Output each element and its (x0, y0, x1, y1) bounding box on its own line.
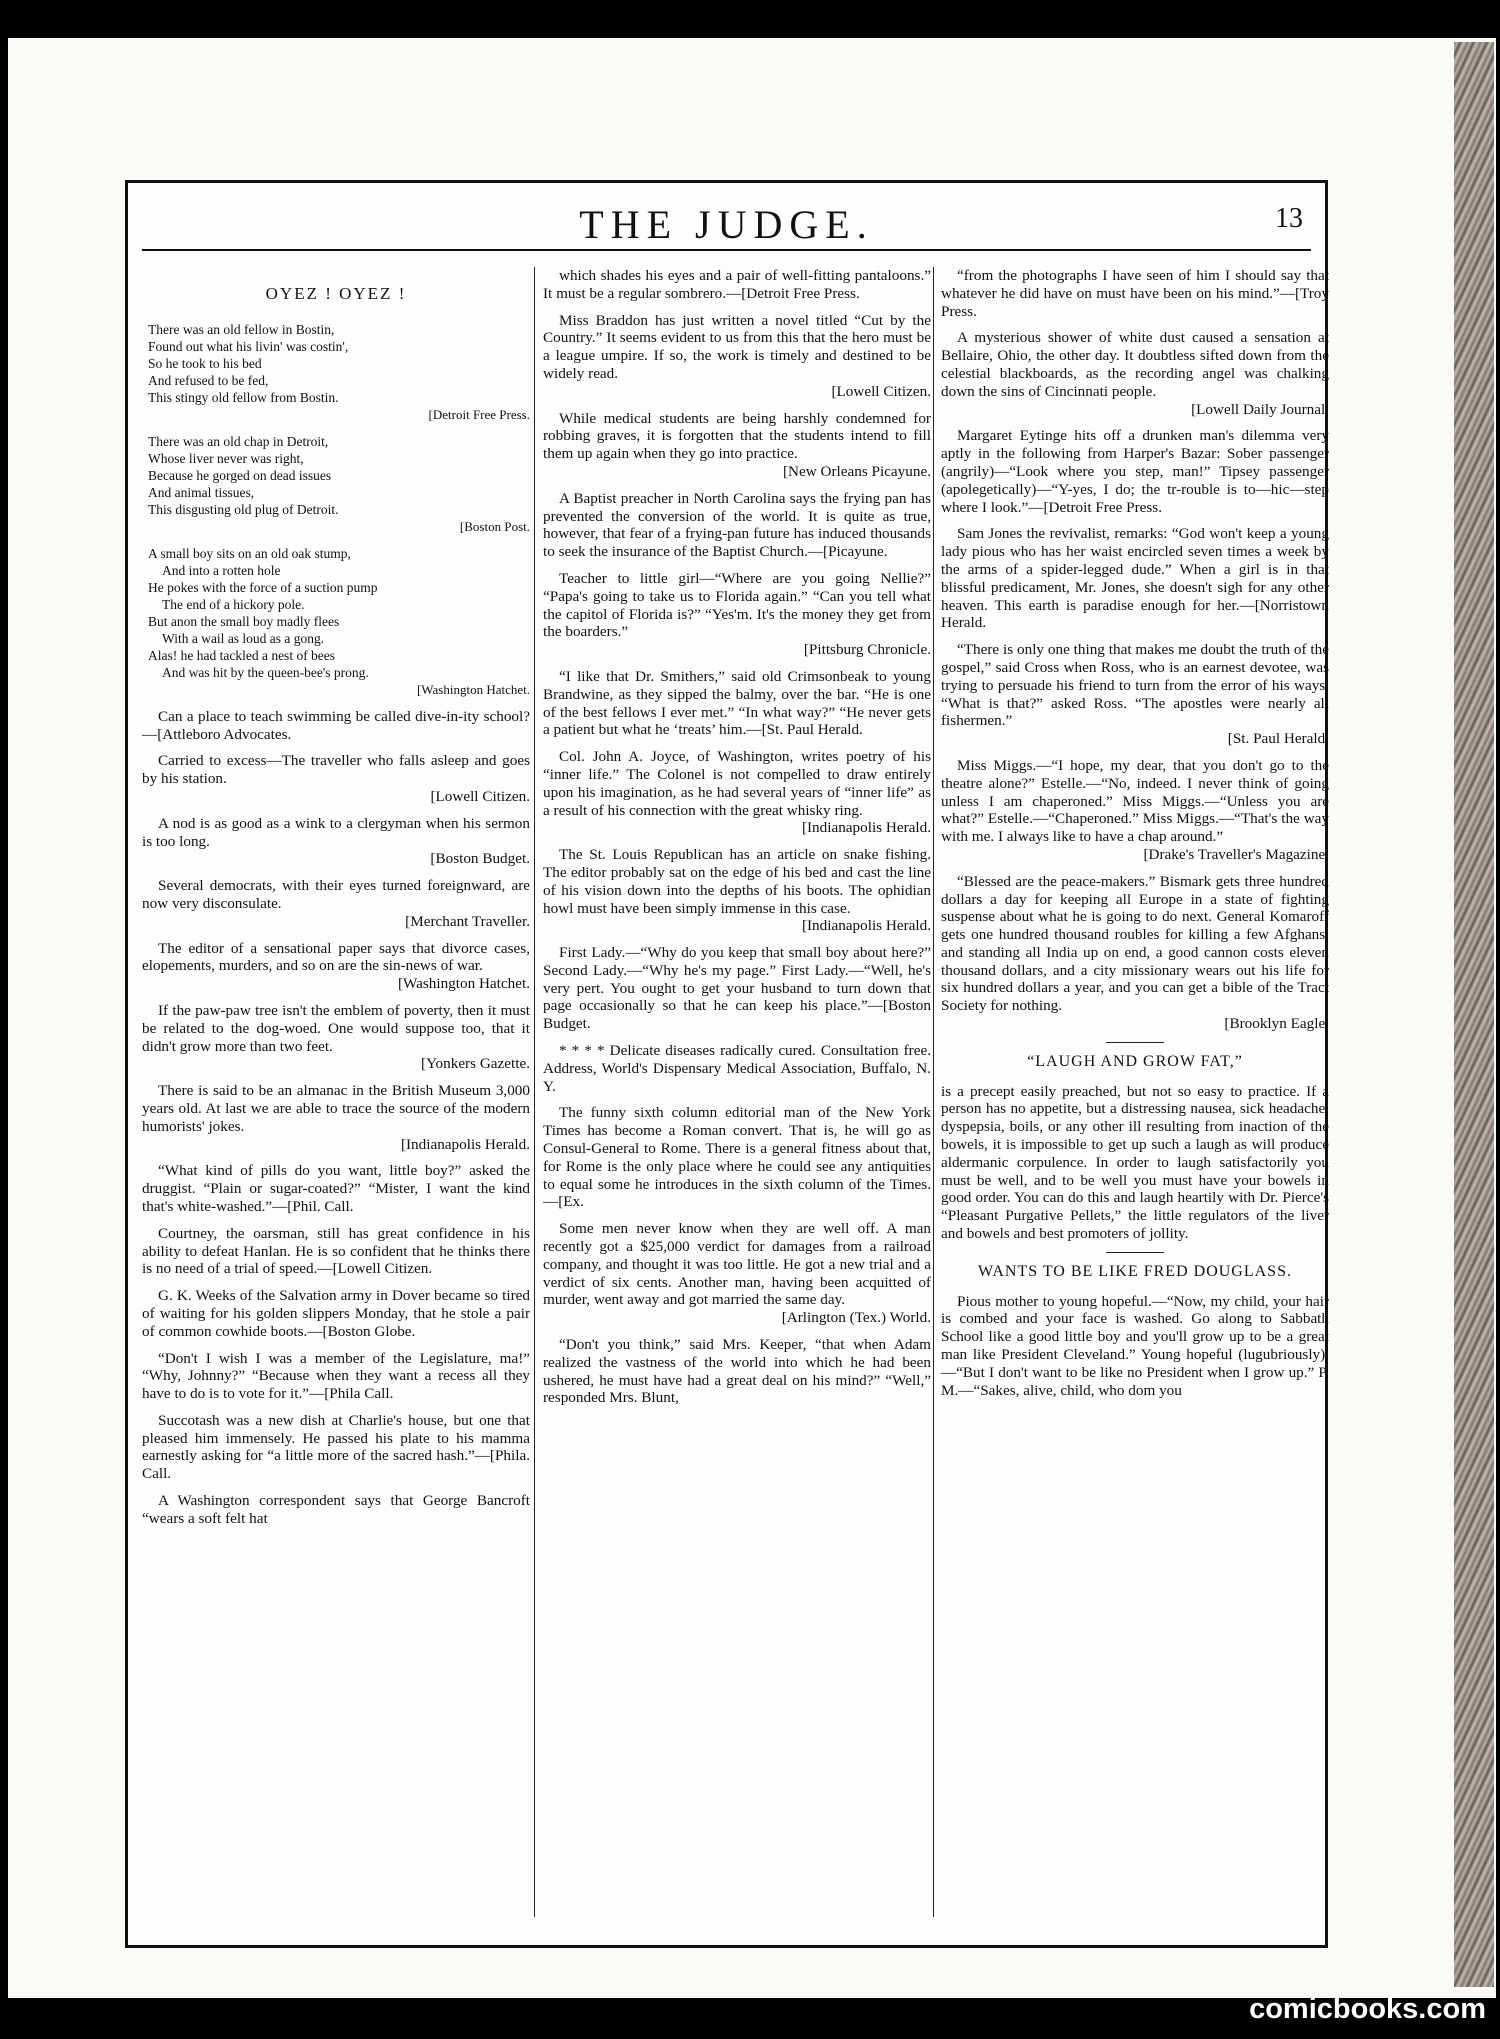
divider (1106, 1042, 1164, 1043)
source-credit: [Indianapolis Herald. (400, 1135, 530, 1153)
poem (148, 433, 530, 535)
article-text: * * * * Delicate diseases radically cured. Consultation free. Address, World's Dispensary Medical Association, Buffalo, N. Y. (543, 1042, 931, 1095)
item-list (543, 267, 931, 1407)
item-list (142, 708, 530, 1528)
article-text: “What kind of pills do you want, little boy?” asked the druggist. “Plain or sugar-coated?” “Mister, I want the kind that's white-washed.”—[Phil. Call. (142, 1162, 530, 1215)
poem-line: Whose liver never was right, (148, 450, 304, 466)
article-text: Can a place to teach swimming be called dive-in-ity school?—[Attleboro Advocates. (142, 707, 530, 743)
article-text: Courtney, the oarsman, still has great confidence in his ability to defeat Hanlan. He is so confident that he thinks there is no need of a trial of speed.—[Lowell Citizen. (142, 1224, 530, 1278)
source-credit: [Drake's Traveller's Magazine. (1143, 845, 1329, 863)
column-1 (142, 267, 530, 1537)
article (142, 752, 530, 805)
article (142, 1002, 530, 1073)
source-credit: [Yonkers Gazette. (421, 1055, 530, 1073)
poem-line: Found out what his livin' was costin', (148, 338, 349, 354)
column-3 (941, 267, 1329, 1408)
article-text: A nod is as good as a wink to a clergyman when his sermon is too long. (142, 814, 530, 850)
article (543, 748, 931, 837)
poem-line: But anon the small boy madly flees (148, 613, 340, 629)
article (142, 1225, 530, 1278)
poem (148, 545, 530, 698)
page-frame (125, 180, 1328, 1948)
article-text: The editor of a sensational paper says that divorce cases, elopements, murders, and so on are the sin-news of war. (142, 939, 530, 975)
source-credit: [Detroit Free Press. (428, 406, 530, 422)
poem (148, 321, 530, 423)
article-text: Teacher to little girl—“Where are you going Nellie?” “Papa's going to take us to Florida again.” “Can you tell what the capitol of Florida is?” “Yes'm. It's the money they get from the boarders.” (543, 569, 931, 641)
column-rule (933, 267, 934, 1917)
source-credit: [Pittsburg Chronicle. (803, 641, 931, 659)
article (543, 312, 931, 401)
poem-line: So he took to his bed (148, 355, 262, 371)
article-text: Miss Miggs.—“I hope, my dear, that you don't go to the theatre alone?” Estelle.—“No, indeed. I never think of going unless I am chaperoned.” Miss Miggs.—“Unless you are what?” Estelle.—“Chaperoned.” Miss Miggs.—“That's the way with me. I always like to have a chap around.” (941, 756, 1329, 846)
article (941, 427, 1329, 516)
source-credit: [New Orleans Picayune. (782, 462, 931, 480)
article-text: Col. John A. Joyce, of Washington, writes poetry of his “inner life.” The Colonel is not compelled to draw entirely upon his imagination, as he had several years of “inner life” as a result of his connection with the great whisky ring. (543, 748, 931, 819)
article (543, 1104, 931, 1211)
poem-line: The end of a hickory pole. (162, 596, 305, 612)
article-text: Miss Braddon has just written a novel titled “Cut by the Country.” It seems evident to us from this that the hero must be a league umpire. If so, the work is timely and destined to be widely read. (543, 311, 931, 382)
article-text: The funny sixth column editorial man of the New York Times has become a Roman convert. That is, he will go as Consul-General to Rome. There is a general fitness about that, for Rome is the only place where he could see any antiquities to equal some he introduces in the sixth column of the Times.—[Ex. (543, 1104, 931, 1211)
article (543, 1042, 931, 1095)
article (543, 846, 931, 935)
poem-line: This disgusting old plug of Detroit. (148, 501, 339, 517)
article-text: The St. Louis Republican has an article on snake fishing. The editor probably sat on the edge of his bed and cast the line of his vision down into the depths of his boots. The ophidian howl must have been simply immense in this case. (543, 846, 931, 917)
article (142, 1492, 530, 1528)
article-text: G. K. Weeks of the Salvation army in Dover became so tired of waiting for his golden slippers Monday, that he stole a pair of common cowhide boots.—[Boston Globe. (142, 1287, 530, 1340)
article-text: Succotash was a new dish at Charlie's house, but one that pleased him immensely. He passed his plate to his mamma earnestly asking for “a little more of the sacred hash.”—[Phila. Call. (142, 1411, 530, 1483)
article (543, 410, 931, 481)
article (941, 641, 1329, 748)
article (543, 267, 931, 303)
source-credit: [Brooklyn Eagle. (1224, 1015, 1329, 1033)
article-text: is a precept easily preached, but not so easy to practice. If a person has no appetite, but a distressing nausea, sick headache, dyspepsia, boils, or any other ill resulting from inaction of the bowels, it is impossible to get up such a laugh as will produce aldermanic corpulence. In order to laugh satisfactorily you must be well, and to be well you must have your bowels in good order. You can do this and laugh heartily with Dr. Pierce's “Pleasant Purgative Pellets,” the little regulators of the liver and bowels and best promoters of jollity. (941, 1082, 1329, 1243)
article (941, 757, 1329, 864)
poem-line: Alas! he had tackled a nest of bees (148, 647, 336, 663)
article-text: A mysterious shower of white dust caused a sensation at Bellaire, Ohio, the other day. It doubtless sifted down from the celestial blackboards, as the recording angel was chalking down the sins of Cincinnati people. (941, 329, 1329, 400)
source-credit: [Boston Post. (459, 518, 530, 534)
poem-line: There was an old chap in Detroit, (148, 433, 329, 449)
poem-line: With a wail as loud as a gong. (162, 630, 325, 646)
article-text: Some men never know when they are well off. A man recently got a $25,000 verdict for damages from a railroad company, and thought it was too little. He got a new trial and a verdict of six cents. Another man, having been acquitted of murder, went away and got married the same day. (543, 1220, 931, 1309)
source-credit: [Lowell Citizen. (831, 382, 931, 400)
page-number: 13 (1275, 203, 1303, 234)
poem-line: A small boy sits on an old oak stump, (148, 545, 351, 561)
article (142, 1082, 530, 1153)
article (543, 1220, 931, 1327)
article (543, 1336, 931, 1407)
article (142, 815, 530, 868)
article-text: “I like that Dr. Smithers,” said old Crimsonbeak to young Brandwine, as they sipped the balmy, over the bar. “He is one of the best fellows I ever met.” “In what way?” “He never gets a patient but what he ‘treats’ him.—[St. Paul Herald. (543, 667, 931, 739)
article-text: Margaret Eytinge hits off a drunken man's dilemma very aptly in the following from Harper's Bazar: Sober passenger (angrily)—“Look where you step, man!” Tipsey passenger (apolegetically)—“Y-yes, I do; the tr-rouble is to—hic—step where I look.”—[Detroit Free Press. (941, 427, 1329, 516)
poem-line: Because he gorged on dead issues (148, 467, 332, 483)
article-text: Pious mother to young hopeful.—“Now, my child, your hair is combed and your face is washed. Go along to Sabbath School like a good little boy and you'll grow up to be a great man like President Cleveland.” Young hopeful (lugubriously).—“But I don't want to be like no President when I grow up.” P. M.—“Sakes, alive, child, who dom you (941, 1292, 1329, 1399)
article-text: “Don't I wish I was a member of the Legislature, ma!” “Why, Johnny?” “Because when they want a recess all they have to do is to vote for it.”—[Phila Call. (142, 1349, 530, 1403)
item-list (941, 267, 1329, 1033)
article (142, 877, 530, 930)
article (543, 570, 931, 659)
article (941, 525, 1329, 632)
divider (1106, 1252, 1164, 1253)
article-text: While medical students are being harshly condemned for robbing graves, it is forgotten that the students intend to fill them up again when they go into practice. (543, 409, 931, 463)
watermark-text: comicbooks.com (1249, 1993, 1486, 2025)
source-credit: [Lowell Citizen. (430, 787, 530, 805)
article-text: Several democrats, with their eyes turned foreignward, are now very disconsulate. (142, 877, 530, 912)
poem-line: There was an old fellow in Bostin, (148, 321, 335, 337)
article (142, 940, 530, 993)
page-title: THE JUDGE. (579, 202, 874, 247)
source-credit: [Merchant Traveller. (405, 912, 530, 930)
article (142, 1350, 530, 1403)
article-text: A Baptist preacher in North Carolina says the frying pan has prevented the conversion of the world. It is quite as true, however, that fear of a frying-pan future has induced thousands to seek the insurance of the Baptist Church.—[Picayune. (543, 489, 931, 561)
source-credit: [Washington Hatchet. (416, 681, 530, 697)
source-credit: [Indianapolis Herald. (801, 819, 931, 837)
poem-line: And animal tissues, (148, 484, 255, 500)
article-text: “from the photographs I have seen of him I should say that whatever he did have on must have been on his mind.”—[Troy Press. (941, 267, 1329, 320)
article (543, 490, 931, 561)
source-credit: [Arlington (Tex.) World. (781, 1309, 931, 1327)
poem-line: And was hit by the queen-bee's prong. (162, 664, 369, 680)
article (142, 708, 530, 744)
section-heading: “LAUGH AND GROW FAT,” (1027, 1052, 1243, 1070)
article (941, 267, 1329, 320)
source-credit: [Lowell Daily Journal. (1191, 400, 1329, 418)
article-text: “There is only one thing that makes me doubt the truth of the gospel,” said Cross when Ross, who is an earnest devotee, was trying to persuade his friend to turn from the error of his ways. “What is that?” asked Ross. “The apostles were nearly all fishermen.” (941, 641, 1329, 730)
article-text: If the paw-paw tree isn't the emblem of poverty, then it must be related to the dog-woed. One would suppose too, that it didn't grow more than two feet. (142, 1001, 530, 1055)
poem-line: This stingy old fellow from Bostin. (148, 389, 339, 405)
masthead-rule (142, 249, 1311, 251)
article (142, 1287, 530, 1340)
section-heading: WANTS TO BE LIKE FRED DOUGLASS. (978, 1262, 1292, 1280)
section-heading: OYEZ ! OYEZ ! (265, 284, 407, 303)
column-rule (534, 267, 535, 1917)
source-credit: [St. Paul Herald. (1227, 730, 1329, 748)
article (142, 1162, 530, 1215)
article (941, 329, 1329, 418)
article-text: “Blessed are the peace-makers.” Bismark gets three hundred dollars a day for keeping all Europe in a state of fighting suspense about what he is going to do next. General Komaroff gets one hundred thousand roubles for killing a few Afghans, and standing all India up on end, a good cannon costs eleven thousand dollars, and a city missionary wears out his life for six hundred dollars a year, and you can get a bible of the Tract Society for nothing. (941, 872, 1329, 1015)
article-text: A Washington correspondent says that George Bancroft “wears a soft felt hat (142, 1492, 530, 1527)
source-credit: [Boston Budget. (430, 850, 530, 868)
source-credit: [Washington Hatchet. (397, 975, 530, 993)
article-text: Carried to excess—The traveller who falls asleep and goes by his station. (142, 752, 530, 788)
article (543, 668, 931, 739)
article (941, 873, 1329, 1033)
article-text: Sam Jones the revivalist, remarks: “God won't keep a young lady pious who has her waist encircled seven times a week by the arms of a spider-legged dude.” When a girl is in that blissful predicament, Mr. Jones, she doesn't sigh for any other heaven. This earth is paradise enough for her.—[Norristown Herald. (941, 525, 1329, 632)
poem-line: And refused to be fed, (148, 372, 269, 388)
marbled-edge (1454, 42, 1494, 1987)
poem-line: He pokes with the force of a suction pump (148, 579, 378, 595)
article (142, 1412, 530, 1483)
masthead (128, 201, 1325, 251)
column-2 (543, 267, 931, 1416)
article (543, 944, 931, 1033)
source-credit: [Indianapolis Herald. (801, 917, 931, 935)
article-text: which shades his eyes and a pair of well-fitting pantaloons.” It must be a regular sombrero.—[Detroit Free Press. (543, 267, 931, 302)
article-text: First Lady.—“Why do you keep that small boy about here?” Second Lady.—“Why he's my page.” First Lady.—“Well, he's very pert. You ought to get your husband to turn down that page occasionally so that he can keep his place.”—[Boston Budget. (543, 944, 931, 1033)
article (941, 1083, 1329, 1243)
poem-line: And into a rotten hole (162, 562, 281, 578)
article-text: “Don't you think,” said Mrs. Keeper, “that when Adam realized the vastness of the world into which he had been ushered, he must have had a great deal on his mind?” “Well,” responded Mrs. Blunt, (543, 1336, 931, 1407)
article-text: There is said to be an almanac in the British Museum 3,000 years old. At last we are able to trace the source of the modern humorists' jokes. (142, 1082, 530, 1135)
article (941, 1293, 1329, 1400)
